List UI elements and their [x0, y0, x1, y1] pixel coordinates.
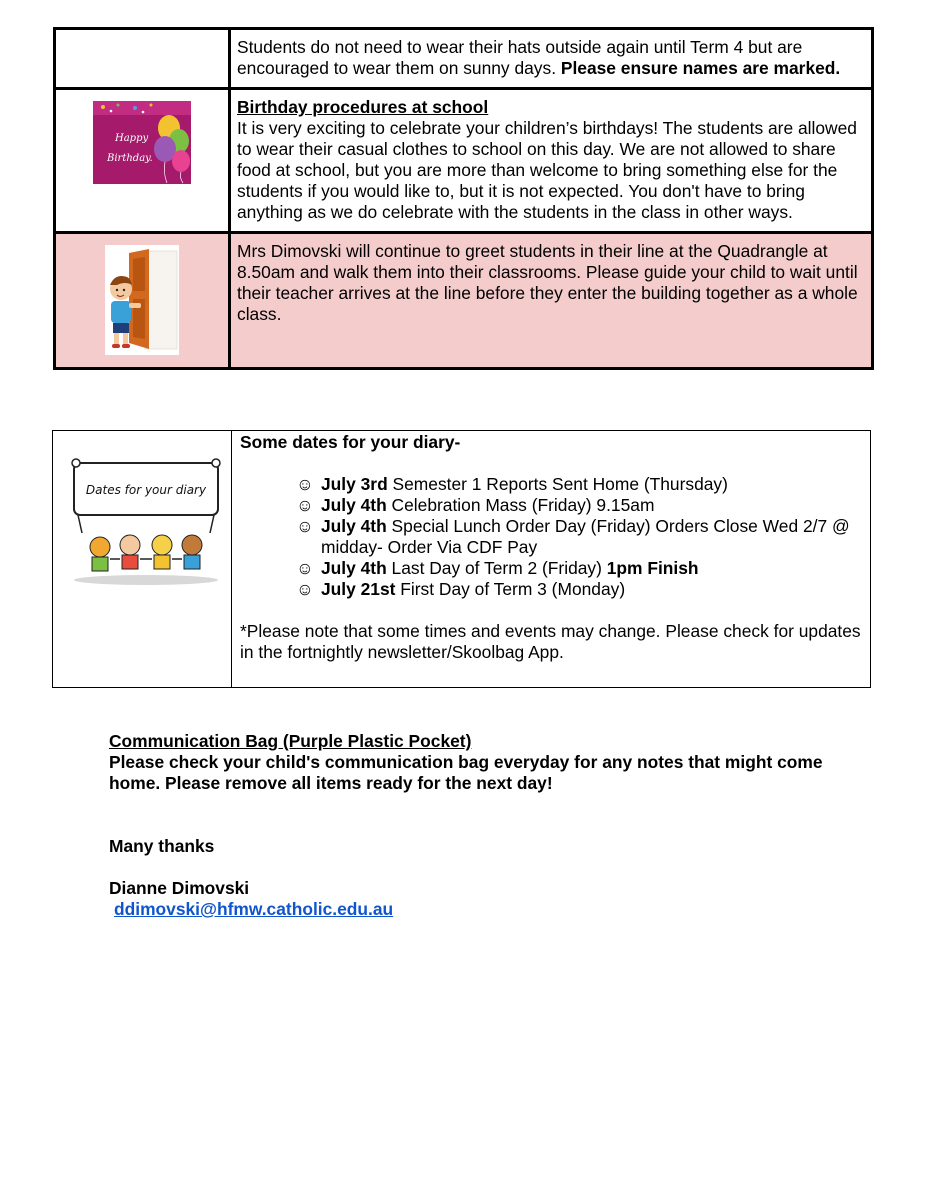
diary-item-text: Semester 1 Reports Sent Home (Thursday)	[387, 474, 728, 494]
diary-item-text: Celebration Mass (Friday) 9.15am	[386, 495, 655, 515]
banner-text: Dates for your diary	[85, 483, 207, 497]
diary-image-cell	[53, 431, 232, 688]
diary-list	[240, 474, 864, 600]
hats-text-cell	[230, 29, 873, 89]
birthday-title: Birthday procedures at school	[237, 97, 489, 117]
diary-item	[296, 474, 864, 495]
smiley-bullet-icon: ☺	[296, 474, 314, 494]
email-link[interactable]: ddimovski@hfmw.catholic.edu.au	[114, 899, 394, 919]
diary-item	[296, 579, 864, 600]
diary-table	[52, 430, 871, 688]
boy-at-door-icon	[105, 245, 179, 355]
diary-item-date: July 21st	[321, 579, 396, 599]
sign-off-thanks: Many thanks	[109, 836, 215, 856]
diary-row	[53, 431, 871, 688]
hats-names-note: Please ensure names are marked.	[560, 58, 841, 78]
door-image-cell	[55, 233, 230, 369]
smiley-bullet-icon: ☺	[296, 516, 314, 536]
happy-birthday-card-icon	[93, 101, 191, 184]
diary-item	[296, 516, 864, 558]
empty-image-cell	[55, 29, 230, 89]
diary-item-date: July 4th	[321, 495, 387, 515]
diary-text-cell	[232, 431, 871, 688]
hats-text: Students do not need to wear their hats outside again until Term 4 but are encouraged to wear them on sunny days.	[237, 37, 803, 78]
greeting-body: Mrs Dimovski will continue to greet students in their line at the Quadrangle at 8.50am and walk them into their classrooms. Please guide your child to wait until their teacher arrives at the line before they enter the building together as a whole class.	[237, 241, 858, 324]
card-script-birthday: Birthday.	[107, 153, 153, 164]
diary-item-text: Last Day of Term 2 (Friday)	[386, 558, 607, 578]
diary-item-date: July 4th	[321, 558, 387, 578]
dates-banner-kids-icon	[70, 455, 222, 585]
smiley-bullet-icon: ☺	[296, 495, 314, 515]
greeting-row	[55, 233, 873, 369]
footer-section	[109, 731, 829, 920]
diary-item	[296, 495, 864, 516]
birthday-row	[55, 89, 873, 233]
diary-note: *Please note that some times and events may change. Please check for updates in the fortnightly newsletter/Skoolbag App.	[240, 621, 861, 662]
communication-bag-title: Communication Bag (Purple Plastic Pocket)	[109, 731, 472, 751]
birthday-body: It is very exciting to celebrate your children’s birthdays! The students are allowed to wear their casual clothes to school on this day. We are not allowed to share food at school, but you are more than welcome to bring something else for the students if you would like to, but it is not expected. You don't have to bring anything as we do celebrate with the students in the class in other ways.	[237, 118, 857, 222]
diary-item-date: July 4th	[321, 516, 387, 536]
card-script-happy: Happy	[115, 133, 149, 144]
smiley-bullet-icon: ☺	[296, 558, 314, 578]
greeting-text-cell	[230, 233, 873, 369]
diary-item-date: July 3rd	[321, 474, 388, 494]
diary-item	[296, 558, 864, 579]
diary-item-extra: 1pm Finish	[606, 558, 699, 578]
hats-row	[55, 29, 873, 89]
diary-item-text: First Day of Term 3 (Monday)	[395, 579, 626, 599]
signature-name: Dianne Dimovski	[109, 878, 250, 898]
info-table	[53, 27, 874, 370]
smiley-bullet-icon: ☺	[296, 579, 314, 599]
diary-heading: Some dates for your diary-	[240, 432, 461, 452]
diary-item-text: Special Lunch Order Day (Friday) Orders Close Wed 2/7 @ midday- Order Via CDF Pay	[321, 516, 850, 557]
communication-bag-body: Please check your child's communication bag everyday for any notes that might come home. Please remove all items ready for the next day!	[109, 752, 823, 793]
birthday-image-cell	[55, 89, 230, 233]
birthday-text-cell	[230, 89, 873, 233]
